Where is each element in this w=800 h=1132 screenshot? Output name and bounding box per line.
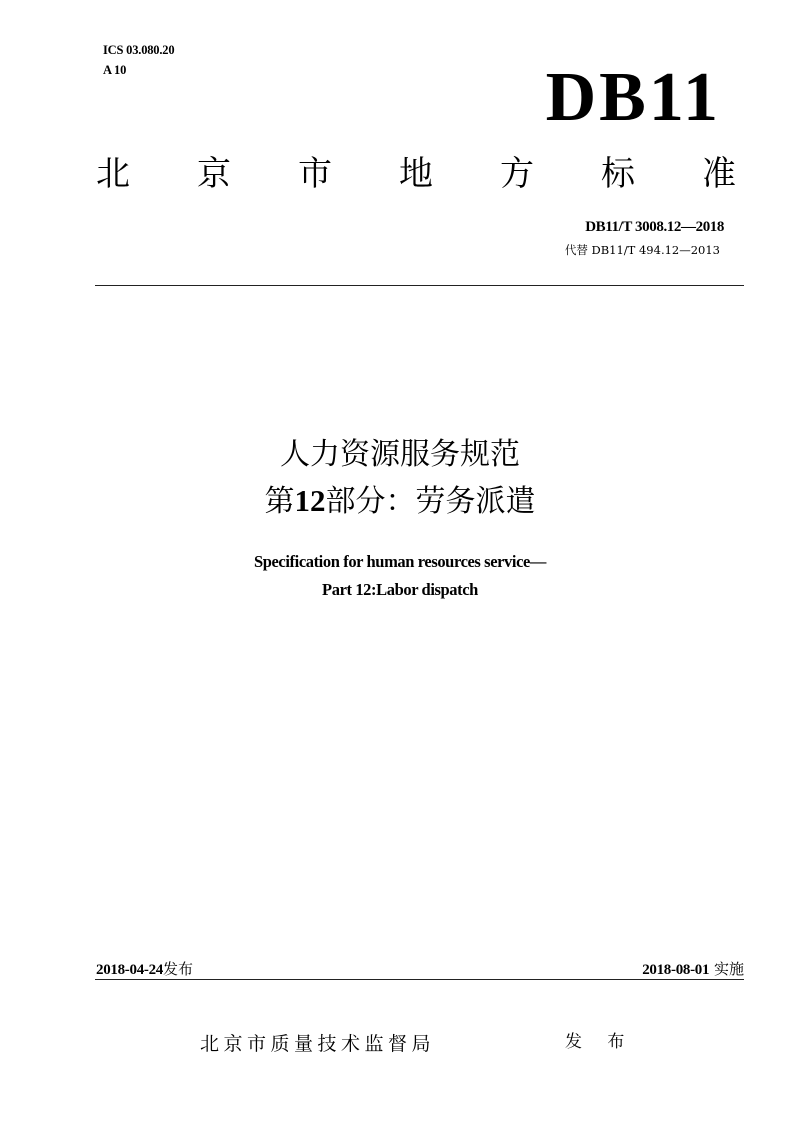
standard-type-char: 方	[500, 154, 534, 194]
standard-type-char: 准	[702, 154, 736, 194]
standard-type-title	[96, 152, 736, 196]
part-number: 12	[294, 483, 326, 518]
effective-date: 2018-08-01	[642, 962, 710, 978]
chinese-title-prefix: 第	[264, 484, 295, 519]
issuing-authority: 北京市质量技术监督局	[200, 1033, 436, 1055]
effective-label: 实施	[713, 960, 744, 978]
standard-type-char: 京	[197, 154, 231, 194]
bottom-divider	[95, 979, 744, 980]
chinese-title-line1: 人力资源服务规范	[280, 437, 520, 472]
standard-type-char: 市	[298, 154, 332, 194]
db11-logo: DB11	[545, 59, 721, 136]
issue-date-block	[96, 958, 193, 981]
standard-type-char: 地	[399, 154, 433, 194]
header-codes	[103, 40, 174, 80]
standard-type-char: 北	[96, 154, 130, 194]
publish-label: 发 布	[565, 1032, 635, 1052]
standard-number: DB11/T 3008.12—2018	[585, 219, 724, 235]
english-title	[0, 548, 800, 604]
top-divider	[95, 285, 744, 286]
ccs-code: A 10	[103, 63, 127, 77]
chinese-title-line2	[0, 478, 800, 525]
chinese-title	[0, 432, 800, 525]
issue-date: 2018-04-24	[96, 962, 163, 978]
english-title-line1: Specification for human resources service—	[253, 552, 547, 571]
ics-code: ICS 03.080.20	[103, 43, 175, 57]
standard-type-char: 标	[601, 154, 635, 194]
issue-label: 发布	[163, 960, 194, 978]
replaces-standard: 代替 DB11/T 494.12—2013	[564, 243, 720, 257]
effective-date-block	[642, 958, 744, 981]
english-title-line2: Part 12:Labor dispatch	[322, 580, 478, 599]
chinese-title-suffix: 部分：劳务派遣	[325, 484, 536, 519]
